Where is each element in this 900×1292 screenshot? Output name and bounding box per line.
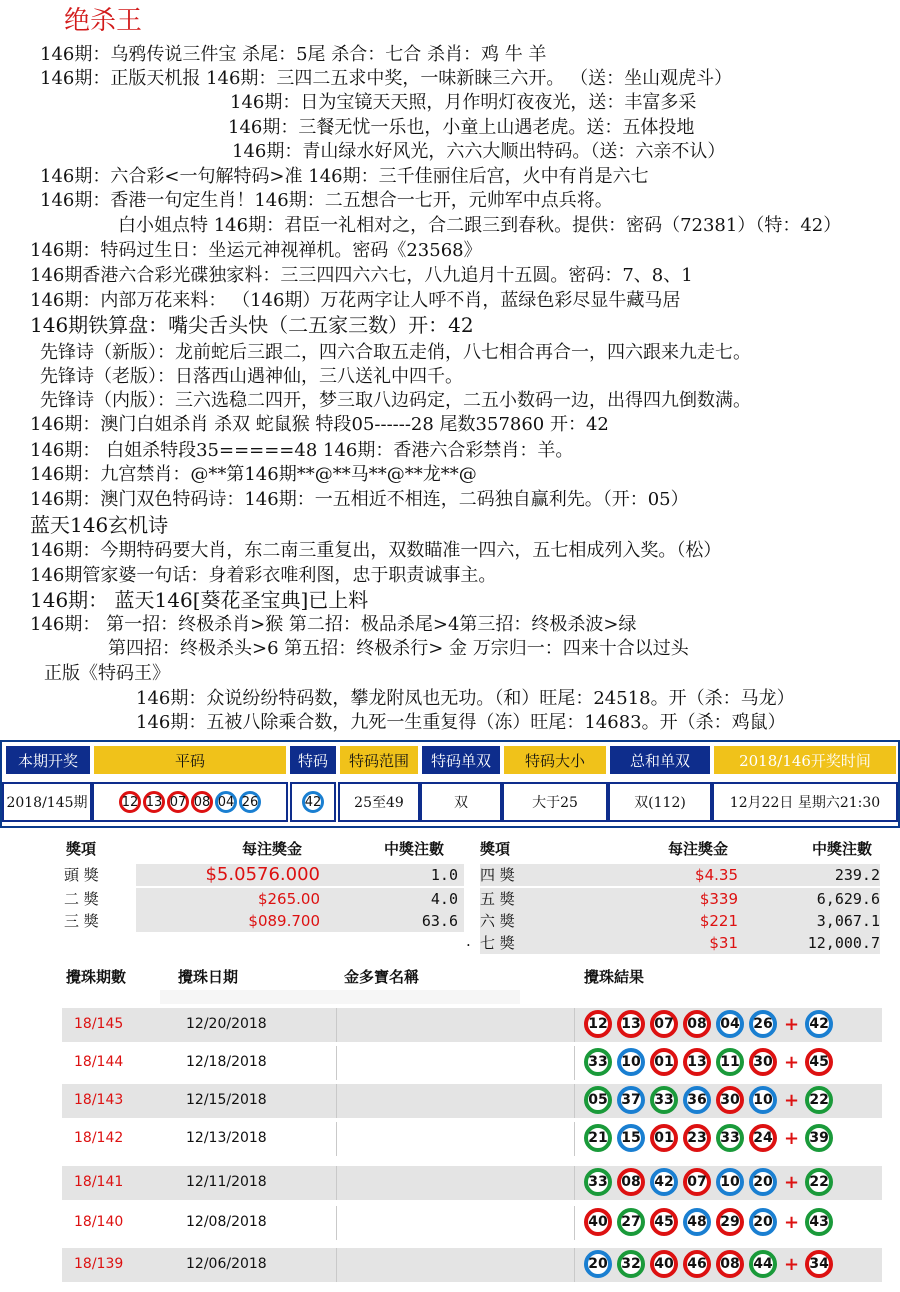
draw-sum: 双(112) [608, 782, 712, 822]
column-divider [336, 1206, 337, 1240]
column-divider [574, 1046, 575, 1080]
result-ball: 33 [716, 1124, 744, 1152]
results-date: 12/13/2018 [186, 1130, 267, 1146]
text-line: 146期：六合彩<一句解特码>准 146期：三千佳丽住后宫，火中有肖是六七 [40, 166, 649, 187]
prize-amount: $4.35 [695, 866, 738, 884]
text-line: 146期：正版天机报 146期：三四二五求中奖，一味新睐三六开。 （送：坐山观虎斗） [40, 68, 733, 89]
result-special-ball: 42 [805, 1010, 833, 1038]
result-ball: 11 [716, 1048, 744, 1076]
page-title: 绝杀王 [64, 6, 143, 36]
result-ball: 20 [749, 1208, 777, 1236]
draw-ball: 04 [215, 791, 237, 813]
result-ball: 24 [749, 1124, 777, 1152]
text-line: 146期管家婆一句话：身着彩衣唯利图，忠于职责诚事主。 [30, 565, 497, 586]
result-ball: 33 [584, 1048, 612, 1076]
result-ball: 08 [716, 1250, 744, 1278]
prize-count: 12,000.7 [807, 934, 880, 952]
prize-dot: . [466, 932, 471, 950]
text-line: 146期：今期特码要大肖，东二南三重复出，双数瞄准一四六，五七相成列入奖。（松） [30, 540, 722, 561]
draw-flat-balls [92, 782, 288, 822]
prize-name: 四 獎 [480, 866, 515, 884]
results-date: 12/20/2018 [186, 1016, 267, 1032]
column-divider [336, 1166, 337, 1200]
results-row [62, 1084, 882, 1118]
text-line: 146期：内部万花来料： （146期）万花两字让人呼不肖，蓝绿色彩尽显牛藏马居 [30, 290, 681, 311]
text-line: 146期：众说纷纷特码数，攀龙附凤也无功。（和）旺尾：24518。开（杀：马龙） [136, 688, 795, 709]
result-ball: 10 [716, 1168, 744, 1196]
prize-header: 獎項 [480, 840, 511, 858]
prize-name: 三 獎 [64, 912, 99, 930]
results-period: 18/145 [74, 1016, 124, 1032]
result-special-ball: 22 [805, 1086, 833, 1114]
result-ball: 20 [749, 1168, 777, 1196]
draw-period: 2018/145期 [2, 782, 92, 822]
text-line: 146期：香港一句定生肖！146期：二五想合一七开，元帅军中点兵将。 [40, 190, 613, 211]
prize-name: 七 獎 [480, 934, 515, 952]
result-ball: 13 [617, 1010, 645, 1038]
prize-name: 五 獎 [480, 890, 515, 908]
results-row [62, 1046, 882, 1080]
text-line: 蓝天146玄机诗 [30, 513, 169, 537]
text-line: 146期：日为宝镜天天照，月作明灯夜夜光，送：丰富多采 [230, 92, 697, 113]
column-divider [574, 1122, 575, 1156]
column-divider [336, 1248, 337, 1282]
result-ball: 08 [683, 1010, 711, 1038]
result-ball: 08 [617, 1168, 645, 1196]
prize-count: 6,629.6 [816, 890, 880, 908]
results-date: 12/11/2018 [186, 1174, 267, 1190]
prize-header: 中獎注數 [384, 840, 445, 858]
prize-count: 63.6 [421, 912, 458, 930]
result-special-ball: 45 [805, 1048, 833, 1076]
prize-amount: $221 [699, 912, 738, 930]
draw-special-ball [290, 782, 336, 822]
results-period: 18/143 [74, 1092, 124, 1108]
text-line: 正版《特码王》 [44, 663, 170, 684]
text-line: 先锋诗（内版）：三六选稳二四开，梦三取八边码定，二五小数码一边，出得四九倒数满。 [40, 390, 751, 411]
text-line: 146期： 蓝天146[葵花圣宝典]已上料 [30, 588, 369, 612]
prize-name: 頭 獎 [64, 866, 99, 884]
column-divider [336, 1046, 337, 1080]
text-line: 146期：五被八除乘合数，九死一生重复得（冻）旺尾：14683。开（杀：鸡鼠） [136, 712, 786, 733]
result-ball: 46 [683, 1250, 711, 1278]
text-line: 146期：特码过生日：坐运元神视禅机。密码《23568》 [30, 240, 482, 261]
result-ball: 01 [650, 1048, 678, 1076]
results-header: 金多寶名稱 [344, 968, 420, 986]
draw-header: 特码范围 [340, 746, 418, 774]
result-ball: 42 [650, 1168, 678, 1196]
prize-amount: $089.700 [248, 912, 320, 930]
results-row [62, 1122, 882, 1156]
results-balls [584, 1048, 838, 1076]
results-balls [584, 1168, 838, 1196]
draw-ball: 08 [191, 791, 213, 813]
results-row [62, 1166, 882, 1200]
draw-ball: 13 [143, 791, 165, 813]
result-ball: 29 [716, 1208, 744, 1236]
text-line: 第四招：终极杀头>6 第五招：终极杀行> 金 万宗归一：四来十合以过头 [108, 638, 689, 659]
result-ball: 13 [683, 1048, 711, 1076]
result-ball: 33 [650, 1086, 678, 1114]
results-header: 攪珠結果 [584, 968, 645, 986]
draw-header: 2018/146开奖时间 [714, 746, 896, 774]
prize-amount: $265.00 [257, 890, 320, 908]
prize-header: 中獎注數 [812, 840, 873, 858]
result-ball: 32 [617, 1250, 645, 1278]
plus-sign: + [784, 1051, 800, 1073]
column-divider [574, 1248, 575, 1282]
draw-table [0, 740, 900, 828]
draw-oddeven: 双 [420, 782, 502, 822]
result-ball: 20 [584, 1250, 612, 1278]
draw-ball: 12 [119, 791, 141, 813]
text-line: 146期铁算盘：嘴尖舌头快（二五家三数）开：42 [30, 313, 474, 337]
prize-count: 1.0 [430, 866, 458, 884]
results-balls [584, 1124, 838, 1152]
column-divider [574, 1166, 575, 1200]
plus-sign: + [784, 1013, 800, 1035]
result-ball: 05 [584, 1086, 612, 1114]
result-ball: 36 [683, 1086, 711, 1114]
column-divider [574, 1084, 575, 1118]
result-ball: 01 [650, 1124, 678, 1152]
result-ball: 33 [584, 1168, 612, 1196]
results-period: 18/141 [74, 1174, 124, 1190]
result-ball: 10 [617, 1048, 645, 1076]
column-divider [574, 1008, 575, 1042]
text-line: 146期：九宫禁肖：@**第146期**@**马**@**龙**@ [30, 464, 477, 485]
draw-header: 总和单双 [610, 746, 710, 774]
result-ball: 40 [650, 1250, 678, 1278]
column-divider [574, 1206, 575, 1240]
prize-name: 六 獎 [480, 912, 515, 930]
result-ball: 44 [749, 1250, 777, 1278]
column-divider [336, 1084, 337, 1118]
text-line: 146期： 白姐杀特段35=====48 146期：香港六合彩禁肖：羊。 [30, 440, 574, 461]
text-line: 先锋诗（老版）：日落西山遇神仙，三八送礼中四千。 [40, 366, 463, 387]
draw-header: 平码 [94, 746, 286, 774]
plus-sign: + [784, 1089, 800, 1111]
result-ball: 48 [683, 1208, 711, 1236]
results-balls [584, 1010, 838, 1038]
prize-name: 二 獎 [64, 890, 99, 908]
prize-header: 獎項 [66, 840, 97, 858]
text-line: 146期香港六合彩光碟独家料：三三四四六六七，八九追月十五圆。密码：7、8、1 [30, 265, 693, 286]
results-row [62, 1206, 882, 1240]
result-ball: 30 [749, 1048, 777, 1076]
results-date: 12/15/2018 [186, 1092, 267, 1108]
results-period: 18/140 [74, 1214, 124, 1230]
result-special-ball: 34 [805, 1250, 833, 1278]
draw-ball: 07 [167, 791, 189, 813]
result-ball: 45 [650, 1208, 678, 1236]
results-period: 18/139 [74, 1256, 124, 1272]
result-ball: 07 [683, 1168, 711, 1196]
result-ball: 40 [584, 1208, 612, 1236]
results-date: 12/08/2018 [186, 1214, 267, 1230]
result-special-ball: 22 [805, 1168, 833, 1196]
plus-sign: + [784, 1253, 800, 1275]
results-period: 18/142 [74, 1130, 124, 1146]
result-ball: 10 [749, 1086, 777, 1114]
results-balls [584, 1086, 838, 1114]
draw-header: 本期开奖 [6, 746, 90, 774]
draw-header: 特码单双 [422, 746, 500, 774]
result-ball: 07 [650, 1010, 678, 1038]
draw-size: 大于25 [502, 782, 608, 822]
draw-next-time: 12月22日 星期六21:30 [712, 782, 898, 822]
result-ball: 21 [584, 1124, 612, 1152]
column-divider [336, 1122, 337, 1156]
text-line: 146期：澳门双色特码诗：146期：一五相近不相连，二码独自赢利先。（开：05） [30, 489, 689, 510]
plus-sign: + [784, 1211, 800, 1233]
draw-ball: 26 [239, 791, 261, 813]
result-ball: 26 [749, 1010, 777, 1038]
results-balls [584, 1208, 838, 1236]
text-line: 先锋诗（新版）：龙前蛇后三跟二，四六合取五走俏，八七相合再合一，四六跟来九走七。 [40, 342, 751, 363]
prize-header: 每注獎金 [242, 840, 303, 858]
prize-count: 239.2 [834, 866, 880, 884]
column-divider [336, 1008, 337, 1042]
prize-header: 每注獎金 [668, 840, 729, 858]
plus-sign: + [784, 1127, 800, 1149]
result-ball: 04 [716, 1010, 744, 1038]
result-ball: 30 [716, 1086, 744, 1114]
prize-amount: $31 [709, 934, 738, 952]
results-date: 12/06/2018 [186, 1256, 267, 1272]
results-period: 18/144 [74, 1054, 124, 1070]
draw-header: 特码大小 [504, 746, 606, 774]
results-row [62, 1248, 882, 1282]
result-ball: 27 [617, 1208, 645, 1236]
text-line: 146期：三餐无忧一乐也，小童上山遇老虎。送：五体投地 [228, 117, 695, 138]
prize-amount: $5.0576.000 [205, 864, 320, 885]
result-ball: 15 [617, 1124, 645, 1152]
result-special-ball: 39 [805, 1124, 833, 1152]
text-line: 白小姐点特 146期：君臣一礼相对之，合二跟三到春秋。提供：密码（72381）（特：42） [118, 215, 842, 236]
draw-special-number: 42 [302, 791, 324, 813]
results-row [62, 1008, 882, 1042]
plus-sign: + [784, 1171, 800, 1193]
draw-range: 25至49 [338, 782, 420, 822]
results-header: 攪珠日期 [178, 968, 239, 986]
results-header: 攪珠期數 [66, 968, 127, 986]
results-date: 12/18/2018 [186, 1054, 267, 1070]
results-balls [584, 1250, 838, 1278]
text-line: 146期： 第一招：终极杀肖>猴 第二招：极品杀尾>4第三招：终极杀波>绿 [30, 614, 637, 635]
result-special-ball: 43 [805, 1208, 833, 1236]
result-ball: 12 [584, 1010, 612, 1038]
text-line: 146期：乌鸦传说三件宝 杀尾：5尾 杀合：七合 杀肖：鸡 牛 羊 [40, 44, 547, 65]
text-line: 146期：青山绿水好风光，六六大顺出特码。（送：六亲不认） [232, 141, 726, 162]
prize-count: 4.0 [430, 890, 458, 908]
prize-count: 3,067.1 [816, 912, 880, 930]
result-ball: 37 [617, 1086, 645, 1114]
result-ball: 23 [683, 1124, 711, 1152]
text-line: 146期：澳门白姐杀肖 杀双 蛇鼠猴 特段05------28 尾数357860 开：42 [30, 414, 609, 435]
header-underline [160, 990, 520, 1004]
draw-header: 特码 [290, 746, 336, 774]
prize-amount: $339 [699, 890, 738, 908]
